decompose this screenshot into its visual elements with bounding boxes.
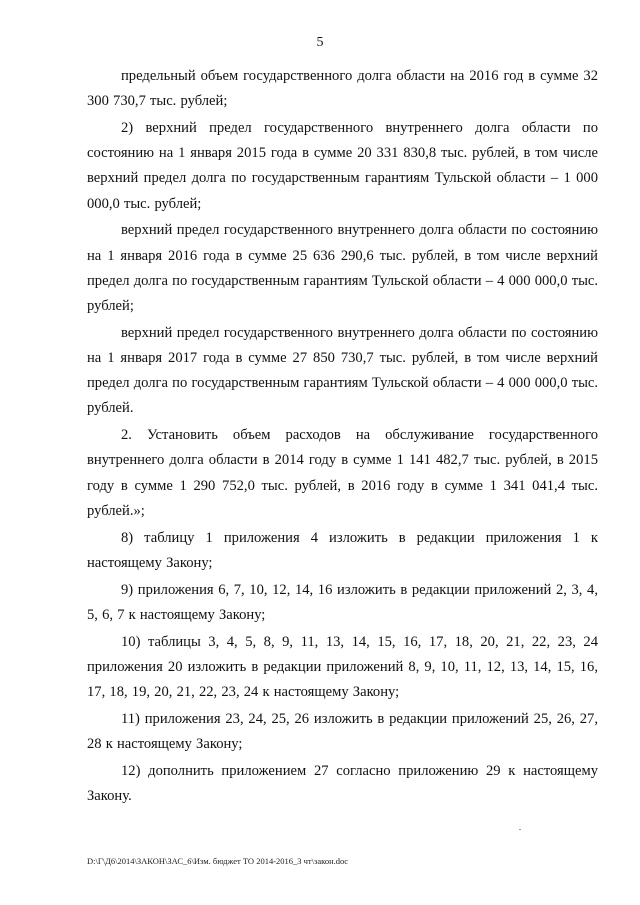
paragraph-4: верхний предел государственного внутреннего долга области по состоянию на 1 января 2017 года в сумме 27 850 730,7 тыс. рублей, в том числе верхний предел долга по государственным гарантиям Тульской области – 4 000 000,0 тыс. рублей. <box>87 324 598 417</box>
paragraph-5: 2. Установить объем расходов на обслуживание государственного внутреннего долга области в 2014 году в сумме 1 141 482,7 тыс. рублей, в 2015 году в сумме 1 290 752,0 тыс. рублей, в 2016 году в сумме 1 341 041,4 тыс. рублей.»; <box>87 427 598 519</box>
document-body <box>87 64 598 809</box>
scan-speck <box>519 829 521 830</box>
paragraph-7: 9) приложения 6, 7, 10, 12, 14, 16 изложить в редакции приложений 2, 3, 4, 5, 6, 7 к настоящему Закону; <box>87 581 598 623</box>
paragraph-2: 2) верхний предел государственного внутреннего долга области по состоянию на 1 января 2015 года в сумме 20 331 830,8 тыс. рублей, в том числе верхний предел долга по государственным гарантиям Тульской области – 1 000 000,0 тыс. рублей; <box>87 120 598 212</box>
paragraph-1: предельный объем государственного долга области на 2016 год в сумме 32 300 730,7 тыс. рублей; <box>87 68 598 110</box>
paragraph-6: 8) таблицу 1 приложения 4 изложить в редакции приложения 1 к настоящему Закону; <box>87 529 598 571</box>
page-number: 5 <box>316 35 324 50</box>
paragraph-10: 12) дополнить приложением 27 согласно приложению 29 к настоящему Закону. <box>87 762 598 805</box>
paragraph-3: верхний предел государственного внутреннего долга области по состоянию на 1 января 2016 года в сумме 25 636 290,6 тыс. рублей, в том числе верхний предел долга по государственным гарантиям Тульской области – 4 000 000,0 тыс. рублей; <box>87 222 598 315</box>
paragraph-8: 10) таблицы 3, 4, 5, 8, 9, 11, 13, 14, 15, 16, 17, 18, 20, 21, 22, 23, 24 приложения 20 изложить в редакции приложений 8, 9, 10, 11, 12, 13, 14, 15, 16, 17, 18, 19, 20, 21, 22, 23, 24 к настоящему Закону; <box>87 633 598 701</box>
paragraph-9: 11) приложения 23, 24, 25, 26 изложить в редакции приложений 25, 26, 27, 28 к настоящему Закону; <box>87 710 598 753</box>
footer-file-path: D:\Г\Д6\2014\ЗАКОН\ЗАС_6\Изм. бюджет ТО 2014-2016_3 чт\закон.doc <box>87 856 349 866</box>
